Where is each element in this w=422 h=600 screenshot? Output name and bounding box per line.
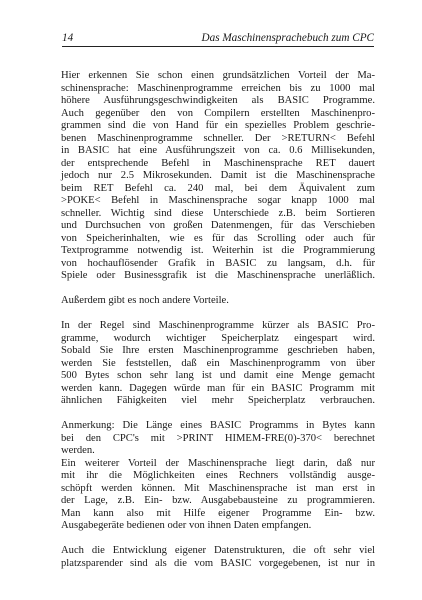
text-line: bei den CPC's mit >PRINT HIMEM-FRE(0)-370< berechnet	[61, 432, 375, 444]
text-line: Auch die Entwicklung eigener Datenstrukturen, die oft sehr viel	[61, 545, 375, 556]
text-line: von Speicherinhalten, wie es für das Scrolling oder auch für	[61, 232, 375, 244]
text-line: Ausgabegeräte bedienen oder von ihnen Daten empfangen.	[61, 520, 312, 531]
paragraph	[61, 320, 375, 408]
header-rule	[62, 46, 374, 47]
text-line: Hier erkennen Sie schon einen grundsätzlichen Vorteil der Ma-	[61, 70, 375, 81]
paragraph	[61, 420, 375, 533]
text-line: Textprogramme notwendig ist. Weiterhin ist die Programmierung	[61, 245, 375, 256]
text-line: schneller. Wichtig sind diese Unterschiede z.B. beim Sortieren	[61, 207, 375, 219]
text-line: werden Sie feststellen, daß ein Maschinenprogramm von über	[61, 357, 375, 369]
text-line: Außerdem gibt es noch andere Vorteile.	[61, 295, 229, 306]
paragraph-gap	[61, 533, 375, 546]
paragraph-gap	[61, 408, 375, 421]
text-line: Sobald Sie Ihre ersten Maschinenprogramme geschrieben haben,	[61, 345, 375, 356]
text-line: schinensprache: Maschinenprogramme erreichen bis zu 1000 mal	[61, 82, 375, 94]
text-line: der Lage, z.B. Ein- bzw. Ausgabebausteine zu programmieren.	[61, 495, 375, 506]
paragraph-gap	[61, 283, 375, 296]
text-line: mit ihr die Möglichkeiten eines Rechners vollständig ausge-	[61, 470, 375, 481]
text-line: gramme, wodurch wichtiger Speicherplatz eingespart wird.	[61, 332, 375, 344]
paragraph-gap	[61, 308, 375, 321]
text-line: >POKE< Befehl in Maschinensprache sogar knapp 1000 mal	[61, 195, 375, 206]
text-line: höhere Ausführungsgeschwindigkeiten als BASIC Programme.	[61, 95, 375, 106]
paragraph	[61, 70, 375, 283]
text-line: von hochauflösender Grafik in BASIC zu langsam, d.h. für	[61, 257, 375, 269]
text-line: in BASIC hat eine Ausführungszeit von ca. 0.6 Millisekunden,	[61, 145, 375, 156]
text-line: Ein weiterer Vorteil der Maschinensprache liegt darin, daß nur	[61, 457, 375, 469]
running-title: Das Maschinensprachebuch zum CPC	[201, 32, 374, 44]
text-line: werden kann. Dagegen würde man für ein BASIC Programm mit	[61, 382, 375, 394]
paragraph	[61, 295, 375, 308]
text-line: grammen sind die von Hand für ein spezielles Problem geschrie-	[61, 120, 375, 131]
text-line: Man kann also mit Hilfe eigener Programme Ein- bzw.	[61, 507, 375, 519]
text-line: der entsprechende Befehl in Maschinensprache RET dauert	[61, 157, 375, 169]
text-line: In der Regel sind Maschinenprogramme kürzer als BASIC Pro-	[61, 320, 375, 331]
text-line: werden.	[61, 445, 95, 456]
text-line: Spiele oder Businessgrafik ist die Maschinensprache unerläßlich.	[61, 270, 375, 281]
text-line: 500 Bytes schon sehr lang ist und damit eine Menge gemacht	[61, 370, 375, 381]
text-line: Anmerkung: Die Länge eines BASIC Programms in Bytes kann	[61, 420, 375, 431]
paragraph	[61, 545, 375, 570]
body-text	[61, 70, 375, 570]
text-line: beim RET Befehl ca. 240 mal, bei dem Äquivalent zum	[61, 182, 375, 194]
text-line: platzsparender sind als die vom BASIC vorgegebenen, ist nur in	[61, 557, 375, 569]
text-line: und Durchsuchen von großen Datenmengen, für das Verschieben	[61, 220, 375, 231]
page-number: 14	[62, 32, 74, 44]
text-line: Auch gegenüber den von Compilern erstellten Maschinenpro-	[61, 107, 375, 119]
text-line: jedoch nur 2.5 Mikrosekunden. Damit ist die Maschinensprache	[61, 170, 375, 181]
text-line: benen Maschinenprogramme schneller. Der >RETURN< Befehl	[61, 132, 375, 144]
text-line: ähnlichen Fähigkeiten viel mehr Speicherplatz verbrauchen.	[61, 395, 375, 406]
text-line: schöpft werden können. Mit Maschinensprache ist man erst in	[61, 482, 375, 494]
